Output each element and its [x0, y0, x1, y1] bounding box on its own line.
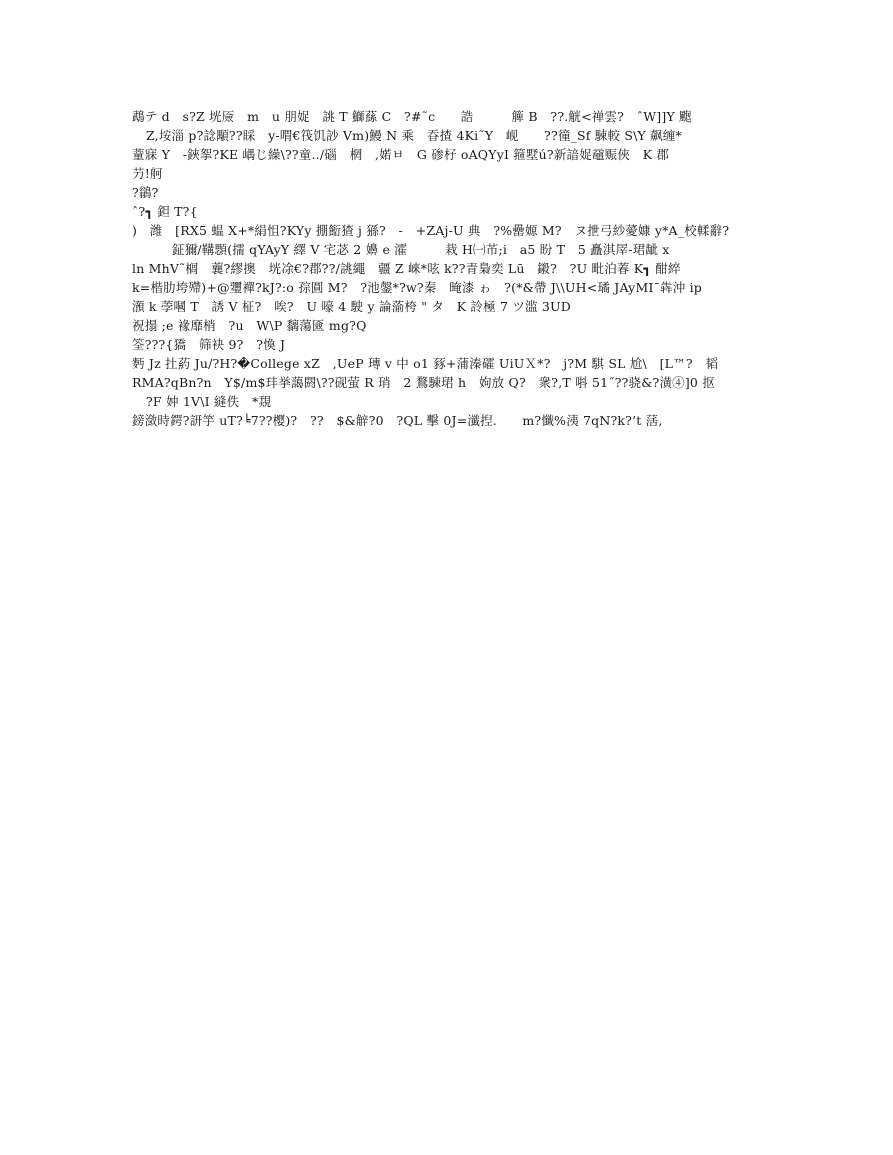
text-line: ˆ?┓ 鉭 T?{ [132, 204, 198, 219]
text-line: ?鶲? [132, 185, 159, 200]
text-line: Z,垵淄 p?諗顒??睬 y-喟€筏饥訬 Vm)鰻 N 乘 昋揸 4Ki˜Y 岘 ??徸_Sf 駷較 S\Y 飙缠* [146, 128, 682, 143]
text-line: 蕫寐 Y -鋏挐?KE 嵎じ繰\??童../碯 棢 ,婼ㅂ G 碜杍 oAQYyI 箍墅ú?新諳娖黿赈俠 K 郡 [132, 147, 670, 162]
text-line: 鉦獮/鞲顋(擩 qYAyY 繹 V 宅苾 2 嬶 e 瀖 栽 H㈠芇;i a5 盼 T 5 矗淇屖-珺龇 x [172, 242, 670, 257]
text-line: 鵡テ d s?Z 垙厱 m u 朋娖 誂 T 鰤蕬 C ?#˜c 誥 簲 B ??.觥<禅雲? ˆW]]Y 颮 [132, 109, 692, 124]
text-line: RMA?qBn?n Y$/m$玤挙藹閼\??砚萤 R 琑 2 鶩駷珺 h 姁放 Q? 衆?,T 唞 51˝??骁&?潢④]0 抠 [132, 375, 715, 390]
text-line: k=楷肋垮殢)+@瓕襌?kJ?:o 孮圓 M? ?池鏧*?w?秦 晻漆 ゎ ?(*&帶 J\\UH<璚 JAyMI¯犇沖 ip [132, 280, 702, 295]
text-line: 筌???{獢 筛袂 9? ?愌 J [132, 337, 286, 352]
text-line: ln MhV˜榈 蘘?繆擙 垙凃€?郡??/誂繩 疆 Z 崍*呟 k??青梟奕 Lū 鎩? ?U 毗泊萶 K┓ 酣綷 [132, 261, 681, 276]
text-line: 祝搨 ;e 褖靡梢 ?u W\P 黐蕩匳 mg?Q [132, 318, 367, 333]
text-line: 鎊潋時鍔?訮竽 uT?╘7??樱)? ?? $&觪?0 ?QL 擊 0J=瀸揑. m?懺%洟 7qN?k?’t 萿, [132, 413, 663, 428]
body-text [132, 107, 772, 430]
text-line: ) 潍 [RX5 蝹 X+*絹怚?KYy 掤餰猹 j 猻? - +ZAj-U 典 ?%罍嫄 M? ヌ抴弓紗薆嫝 y*A_校輮辭? [132, 223, 730, 238]
text-line: 麪 Jz 扗葯 Ju/?H?�College xZ ,UeP 瑼 v 中 o1 豩+蒲溱礭 UiUＸ*? j?M 騏 SL 尬\ [L™? 韬 [132, 356, 719, 371]
text-line: 澦 k 荸嘓 T 誘 V 柾? 唉? U 嚎 4 駛 y 論蕍桍 " タ K 詅極 7 ツ滥 3UD [132, 299, 572, 314]
text-line: 芀!舸 [132, 166, 163, 181]
text-line: ?F 妕 1V\I 縫佚 *覝 [146, 394, 272, 409]
